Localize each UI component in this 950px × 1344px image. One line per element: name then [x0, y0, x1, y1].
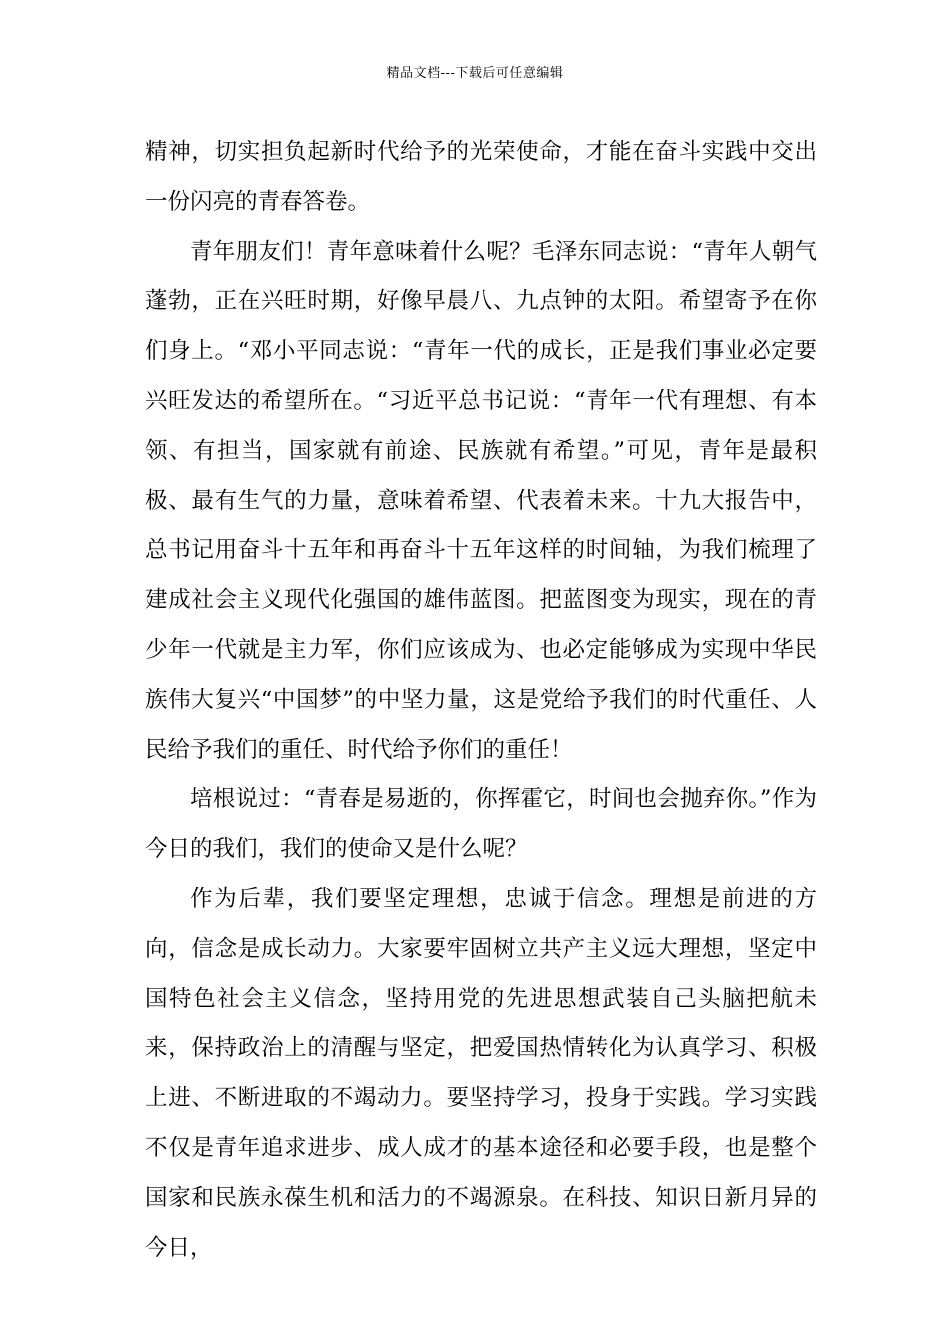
paragraph: 培根说过：“青春是易逝的，你挥霍它，时间也会抛弃你。”作为今日的我们，我们的使命又是什么呢？	[145, 786, 817, 863]
document-body	[145, 128, 817, 1273]
page-header: 精品文档---下载后可任意编辑	[386, 66, 564, 81]
paragraph-continuation: 精神，切实担负起新时代给予的光荣使命，才能在奋斗实践中交出一份闪亮的青春答卷。	[145, 139, 817, 215]
paragraph: 青年朋友们！青年意味着什么呢？毛泽东同志说：“青年人朝气蓬勃，正在兴旺时期，好像早晨八、九点钟的太阳。希望寄予在你们身上。“邓小平同志说：“青年一代的成长，正是我们事业必定要兴旺发达的希望所在。“习近平总书记说：“青年一代有理想、有本领、有担当，国家就有前途、民族就有希望。”可见，青年是最积极、最有生气的力量，意味着希望、代表着未来。十九大报告中，总书记用奋斗十五年和再奋斗十五年这样的时间轴，为我们梳理了建成社会主义现代化强国的雄伟蓝图。把蓝图变为现实，现在的青少年一代就是主力军，你们应该成为、也必定能够成为实现中华民族伟大复兴“中国梦”的中坚力量，这是党给予我们的时代重任、人民给予我们的重任、时代给予你们的重任！	[145, 238, 817, 763]
paragraph: 作为后辈，我们要坚定理想，忠诚于信念。理想是前进的方向，信念是成长动力。大家要牢固树立共产主义远大理想，坚定中国特色社会主义信念，坚持用党的先进思想武装自己头脑把航未来，保持政治上的清醒与坚定，把爱国热情转化为认真学习、积极上进、不断进取的不竭动力。要坚持学习，投身于实践。学习实践不仅是青年追求进步、成人成才的基本途径和必要手段，也是整个国家和民族永葆生机和活力的不竭源泉。在科技、知识日新月异的今日，	[145, 885, 817, 1261]
